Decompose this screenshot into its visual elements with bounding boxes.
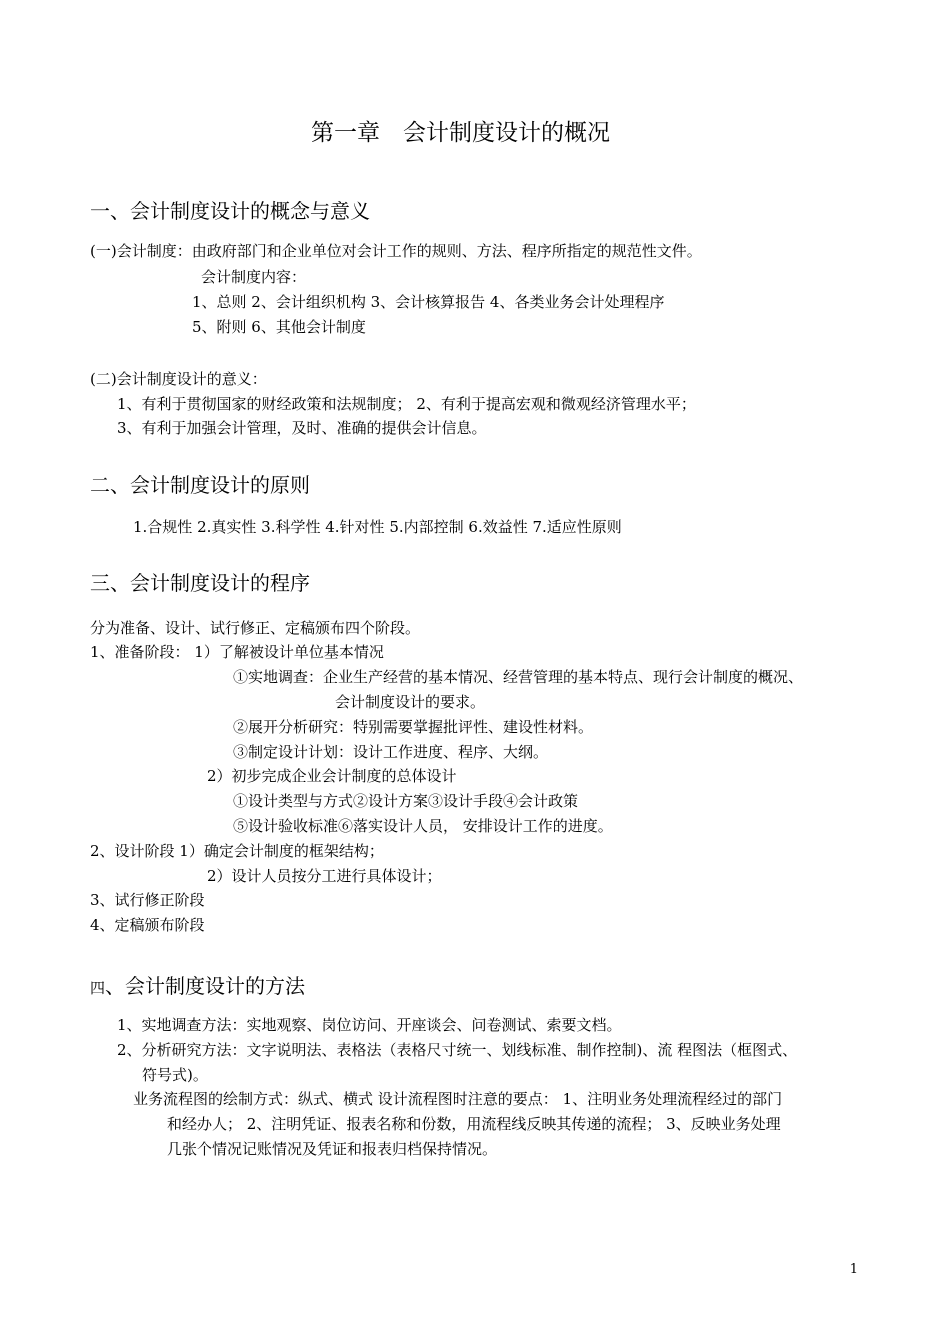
section-heading-1: 一、会计制度设计的概念与意义 [90, 199, 370, 223]
methods-line-4: 业务流程图的绘制方式：纵式、横式 设计流程图时注意的要点： 1、注明业务处理流程经过的部门 [133, 1090, 783, 1108]
procedure-line-7: ①设计类型与方式②设计方案③设计手段④会计政策 [233, 792, 579, 810]
procedure-line-12: 4、定稿颁布阶段 [90, 916, 205, 934]
procedure-line-11: 3、试行修正阶段 [90, 891, 205, 909]
page-number: 1 [849, 1262, 858, 1277]
methods-line-6: 几张个情况记账情况及凭证和报表归档保持情况。 [167, 1140, 498, 1158]
page-title: 第一章 会计制度设计的概况 [311, 120, 610, 146]
paragraph-definition: (一)会计制度：由政府部门和企业单位对会计工作的规则、方法、程序所指定的规范性文件。 [90, 242, 702, 260]
content-items-line-2: 5、附则 6、其他会计制度 [192, 318, 366, 336]
significance-line-1: 1、有利于贯彻国家的财经政策和法规制度； 2、有利于提高宏观和微观经济管理水平； [117, 395, 696, 413]
section-heading-4-text: 、会计制度设计的方法 [105, 974, 306, 998]
procedure-line-2: ①实地调查：企业生产经营的基本情况、经营管理的基本特点、现行会计制度的概况、 [233, 668, 804, 686]
procedure-line-4: ②展开分析研究：特别需要掌握批评性、建设性材料。 [233, 718, 594, 736]
section-heading-4-prefix: 四 [90, 979, 106, 997]
content-subtitle: 会计制度内容： [201, 268, 307, 286]
principles-line: 1.合规性 2.真实性 3.科学性 4.针对性 5.内部控制 6.效益性 7.适应性原则 [133, 518, 622, 536]
section-heading-4 [90, 970, 305, 999]
procedure-line-9: 2、设计阶段 1）确定会计制度的框架结构； [90, 842, 384, 860]
section-heading-3: 三、会计制度设计的程序 [90, 571, 310, 595]
procedure-line-3: 会计制度设计的要求。 [335, 693, 486, 711]
significance-line-2: 3、有利于加强会计管理，及时、准确的提供会计信息。 [117, 419, 487, 437]
procedure-line-8: ⑤设计验收标准⑥落实设计人员， 安排设计工作的进度。 [233, 817, 613, 835]
paragraph-significance: (二)会计制度设计的意义： [90, 370, 267, 388]
methods-line-5: 和经办人； 2、注明凭证、报表名称和份数，用流程线反映其传递的流程； 3、反映业务处理 [167, 1115, 781, 1133]
section-heading-2: 二、会计制度设计的原则 [90, 473, 310, 497]
methods-line-2: 2、分析研究方法：文字说明法、表格法（表格尺寸统一、划线标准、制作控制)、流 程图法（框图式、 [117, 1041, 798, 1059]
procedure-line-1: 1、准备阶段： 1）了解被设计单位基本情况 [90, 643, 384, 661]
content-items-line-1: 1、总则 2、会计组织机构 3、会计核算报告 4、各类业务会计处理程序 [192, 293, 665, 311]
methods-line-1: 1、实地调查方法：实地观察、岗位访问、开座谈会、问卷测试、索要文档。 [117, 1016, 622, 1034]
procedure-line-10: 2）设计人员按分工进行具体设计； [207, 867, 442, 885]
procedure-line-6: 2）初步完成企业会计制度的总体设计 [207, 767, 457, 785]
procedure-line-5: ③制定设计计划：设计工作进度、程序、大纲。 [233, 743, 549, 761]
procedure-intro: 分为准备、设计、试行修正、定稿颁布四个阶段。 [90, 619, 421, 637]
methods-line-3: 符号式)。 [142, 1066, 208, 1084]
